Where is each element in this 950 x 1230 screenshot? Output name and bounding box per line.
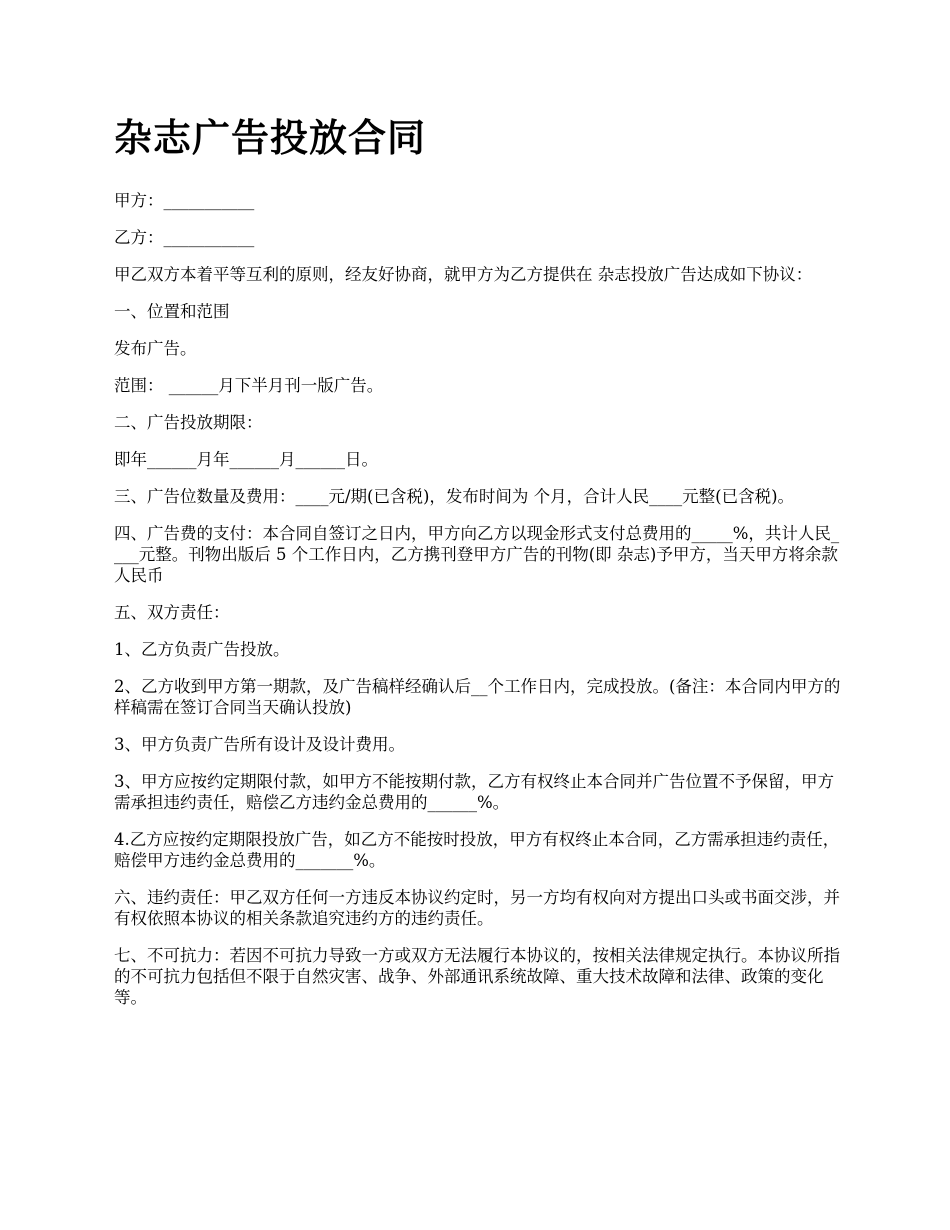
party-b-line: 乙方：___________ xyxy=(114,228,255,247)
section-7-force-majeure: 七、不可抗力：若因不可抗力导致一方或双方无法履行本协议的，按相关法律规定执行。本协议所指的不可抗力包括但不限于自然灾害、战争、外部通讯系统故障、重大技术故障和法律、政策的变化等。 xyxy=(114,946,840,1007)
preamble: 甲乙双方本着平等互利的原则，经友好协商，就甲方为乙方提供在 杂志投放广告达成如下协议： xyxy=(114,265,813,284)
section-1-publish: 发布广告。 xyxy=(114,339,197,358)
responsibility-3b: 3、甲方应按约定期限付款，如甲方不能按期付款，乙方有权终止本合同并广告位置不予保留，甲方需承担违约责任，赔偿乙方违约金总费用的______%。 xyxy=(114,772,834,812)
document-title: 杂志广告投放合同 xyxy=(114,116,427,160)
section-2-heading: 二、广告投放期限： xyxy=(114,413,263,432)
section-3-fees: 三、广告位数量及费用：____元/期(已含税)，发布时间为 个月，合计人民____元整(已含税)。 xyxy=(114,487,795,506)
party-a-line: 甲方：___________ xyxy=(114,191,255,210)
section-5-heading: 五、双方责任： xyxy=(114,603,230,622)
section-1-scope: 范围： ______月下半月刊一版广告。 xyxy=(114,376,384,395)
document-page xyxy=(114,100,842,1024)
responsibility-2: 2、乙方收到甲方第一期款，及广告稿样经确认后__个工作日内，完成投放。(备注：本合同内甲方的样稿需在签订合同当天确认投放) xyxy=(114,677,841,717)
section-6-breach: 六、违约责任：甲乙双方任何一方违反本协议约定时，另一方均有权向对方提出口头或书面交涉，并有权依照本协议的相关条款追究违约方的违约责任。 xyxy=(114,888,840,928)
section-2-period: 即年______月年______月______日。 xyxy=(114,450,378,469)
section-1-heading: 一、位置和范围 xyxy=(114,302,230,321)
responsibility-1: 1、乙方负责广告投放。 xyxy=(114,640,290,659)
responsibility-4: 4.乙方应按约定期限投放广告，如乙方不能按时投放，甲方有权终止本合同，乙方需承担违约责任，赔偿甲方违约金总费用的_______%。 xyxy=(114,830,840,870)
section-4-payment: 四、广告费的支付：本合同自签订之日内，甲方向乙方以现金形式支付总费用的_____%，共计人民____元整。刊物出版后 5 个工作日内，乙方携刊登甲方广告的刊物(即 杂志)予甲方，当天甲方将余款人民币 xyxy=(114,524,840,585)
responsibility-3: 3、甲方负责广告所有设计及设计费用。 xyxy=(114,735,405,754)
